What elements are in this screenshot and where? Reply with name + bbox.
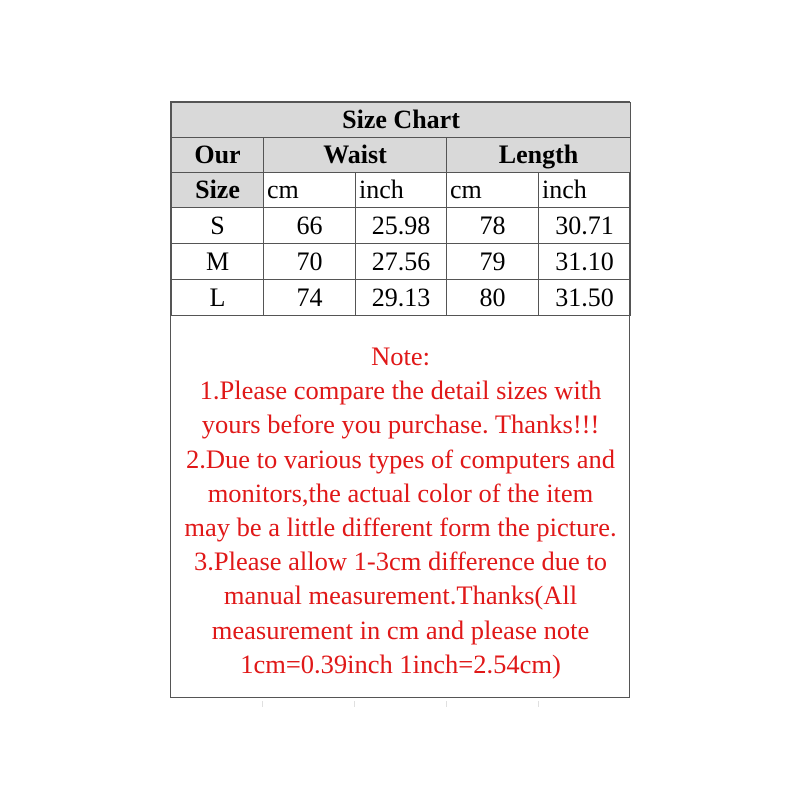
- waist-inch-cell: 25.98: [356, 208, 447, 244]
- length-cm-cell: 79: [447, 244, 539, 280]
- guide-tick: [446, 701, 447, 707]
- unit-length-cm: cm: [447, 173, 539, 208]
- unit-waist-inch: inch: [356, 173, 447, 208]
- note-heading: Note:: [371, 341, 430, 371]
- title-row: [172, 103, 631, 138]
- note-line: 3.Please allow 1-3cm difference due to: [193, 546, 608, 577]
- length-inch-cell: 31.50: [539, 280, 631, 316]
- note-block: [171, 339, 630, 681]
- waist-inch-cell: 29.13: [356, 280, 447, 316]
- note-line: measurement in cm and please note: [211, 614, 590, 645]
- length-inch-cell: 30.71: [539, 208, 631, 244]
- length-cm-cell: 80: [447, 280, 539, 316]
- note-line: 1cm=0.39inch 1inch=2.54cm): [240, 648, 561, 679]
- note-line: 1.Please compare the detail sizes with: [199, 375, 602, 406]
- unit-row: [172, 173, 631, 208]
- waist-inch-cell: 27.56: [356, 244, 447, 280]
- note-line: 2.Due to various types of computers and: [185, 443, 616, 474]
- length-inch-cell: 31.10: [539, 244, 631, 280]
- waist-header: Waist: [264, 138, 447, 173]
- size-cell: M: [172, 244, 264, 280]
- note-line: may be a little different form the picture.: [184, 512, 617, 543]
- size-cell: S: [172, 208, 264, 244]
- note-line: yours before you purchase. Thanks!!!: [201, 409, 600, 440]
- guide-tick: [538, 701, 539, 707]
- header-row: [172, 138, 631, 173]
- waist-cm-cell: 66: [264, 208, 356, 244]
- chart-title: Size Chart: [172, 103, 631, 138]
- waist-cm-cell: 74: [264, 280, 356, 316]
- size-cell: L: [172, 280, 264, 316]
- our-size-header-top: Our: [172, 138, 264, 173]
- table-row: [172, 280, 631, 316]
- unit-waist-cm: cm: [264, 173, 356, 208]
- table-row: [172, 244, 631, 280]
- size-chart: [170, 101, 630, 698]
- note-line: manual measurement.Thanks(All: [223, 580, 578, 611]
- table-row: [172, 208, 631, 244]
- waist-cm-cell: 70: [264, 244, 356, 280]
- size-table: [171, 102, 631, 316]
- unit-length-inch: inch: [539, 173, 631, 208]
- guide-tick: [354, 701, 355, 707]
- guide-tick: [262, 701, 263, 707]
- length-header: Length: [447, 138, 631, 173]
- our-size-header-bottom: Size: [172, 173, 264, 208]
- length-cm-cell: 78: [447, 208, 539, 244]
- note-line: monitors,the actual color of the item: [207, 477, 594, 508]
